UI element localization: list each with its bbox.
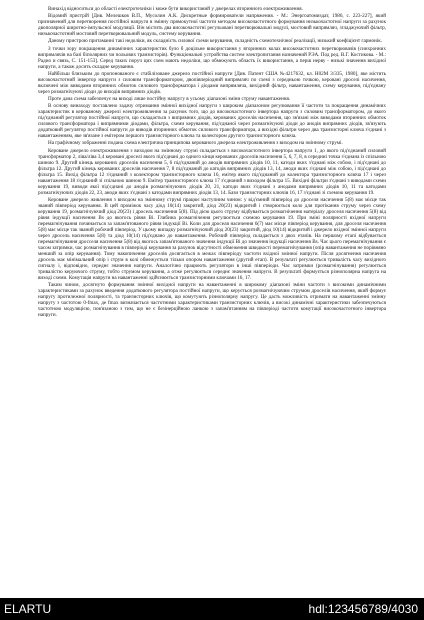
paragraph: Найбільш близьким до пропонованого є стабілізоване джерело постійної напруги [Див. Патент США №4217632, кл. Н02М 3/335, 1980], яке містить високочастотний інвертор напруги з силовим трансформатором, двопівперіодний випрямляч по схемі з середньою точкою, керовані дроселі насичення, включені між виводами вторинних обмоток силового трансформатора і діодами випрямляча, вихідний фільтр, навантаження, схему керування, під'єднану через розмагнічуючі діоди до виходів випрямних діодів. — [38, 70, 386, 95]
viewer-footer-bar — [0, 598, 424, 620]
paragraph: В основу винаходу поставлено задачу отримання змінної вихідної напруги з широким діапазоном регулювання її частоти та покращення динамічних характеристик в керованому джерелі електроживлення за рахунок того, що до високочастотного інвертора напруги з силовим трансформатором, до якого під'єднаний регулятор постійної напруги, що складається з випрямних діодів, керованих дроселів насичення, що зв'язані між виводами вторинних обмоток силового трансформатора і випрямними діодами, фільтра, схеми керування, під'єднаної через розмагнічуючі діоди до анодів випрямних діодів, зв'язують додатковий регулятор постійної напруги до виводів вторинних обмоток силового трансформатора, а вихідні фільтри через два транзисторні ключа з'єднані з навантаженням, яке зв'язане з емітером першого транзисторного ключа та колектором другого транзисторного ключа. — [38, 103, 386, 140]
paragraph: Кероване джерело електроживлення з виходом на змінному струмі складається з високочастотного інвертора напруги 1, до якого під'єднаний силовий трансформатор 2, ліва/ліва 3,4 керовані дроселі якого під'єднані до одного кінця керованих дроселів насичення 5, 6, 7, 8, в середині точка з'єднана із спільною шиною 9. Другий кінець керованих дроселів насичення 5, 6 під'єднаний до анодів випрямних діодів 10, 11, катоди яких з'єднані між собою, і під'єднані до фільтра 12. Другий кінець керованих дроселів насичення 7, 8 під'єднаний до катодів випрямних діодів 13, 14, аноди яких з'єднані між собою, і під'єднані до фільтра 15. Вихід фільтра 12 з'єднаний з колектором транзисторного ключа 16, емітер якого під'єднаний до колектора транзисторного ключа 17 і через навантаження 18 з'єднаний зі спільною шиною 9. Емітер транзисторного ключа 17 з'єднаний з виходом фільтра 15. Вихідні фільтри з'єднані з виводами схеми керування 19, виводи якої під'єднані до анодів розмагнічуючих діодів 20, 21, катоди яких з'єднані з анодами випрямних діодів 10, 11 та катодами розмагнічуючих діодів 22, 23, аноди яких з'єднані з катодами випрямних діодів 13, 14. Бази транзисторних ключів 16, 17 з'єднані зі схемою керування 19. — [38, 147, 386, 196]
paragraph: Кероване джерело живлення з виходом на змінному струмі працює наступним чином: у від'ємний півперіод до дроселя насичення 5(8) має місце так званий півперіод керування. В цей проміжок часу діод 10(14) закритий, діод 20(23) відкритий і створюється коло для протікання струму через схему керування 19, розмагнічуючий діод 20(23) і дросель насичення 5(8). Під дією цього струму відбувається розмагнічення матеріалу дроселя насичення 5(8) від рівня індукції насичення Bs до якогось рівня Bi. Глибина розмагнічення регулюється схемою керування 19. При зміні полярності вхідної напруги перемагнічування починається за запам'ятованого рівня індукції Bi. Коли для дроселя насичення 6(7) має місце півперіод керування, для дроселя насичення 5(8) має місце так званий робочий півперіод. У цьому випадку розмагнічуючий діод 20(23) закритий, діод 10(14) відкритий і джерело вхідної змінної напруги через дросель насичення 5(8) та діод 10(14) під'єднано до навантаження. Робочий півперіод складається з двох етапів. На першому етапі відбувається перемагнічування дросселя насичення 5(8) від якогось запам'ятованого значення індукції Bi до значення індукції насичення Bs. Час цього перемагнічування є часом затримки, час розмагнічування в півперіоді керування за рахунок відсутності обмеження швидкості перемагнічування (опір навантаження не порівняно менший за опір керування). Тому накопичення дроселів досягається в межах півперіоду частоти вхідної змінної напруги. Після досягнення насичення дросель має мінімальний опір і струм в колі обмежується тільки опором навантаження (другий етап). В результаті регулюється тривалість часу вихідного сигналу і, відповідно, середнє значення напруги. Аналогічно працюють регулятори в інші півперіоди. Час затримки (розмагнічування) регулюється тривалістю керуючого струму, тобто струмом керування, а отже регулюється середнє значення напруги. В результаті формується різнополярна напруга на виході схеми. Комутація напруги на навантаженні здійснюється транзисторними ключами 16, 17. — [38, 196, 386, 281]
handle-identifier: hdl:123456789/4030 — [308, 602, 418, 616]
paragraph: Таким чином, досягнуто формування змінної вихідної напруги на навантаженні в широкому діапазоні зміни частоти з високими динамічними характеристиками за рахунок введення додаткового регулятора постійної напруги, що керується розмагнічуючим струмом дроселів насичення, який формує напругу протилежної полярності, та транзисторних ключів, що комутують різнополярну напругу. Це дасть можливість отримати на навантаженні змінну напругу з частотою 0-fmax, де fmax визначається частотними характеристиками транзисторних ключів, а високі динамічні характеристики забезпечуються частотною модуляцією, пов'язаною з тим, що не є безінерційною ланкою з запам'ятанням на півперіоді частоти комутації високочастотного інвертора напруги. — [38, 281, 386, 318]
document-body — [38, 6, 386, 319]
paragraph: Проте дана схема забезпечує на виході лише постійну напругу в усьому діапазоні зміни струму навантаження. — [48, 95, 291, 102]
paragraph: Відомий пристрій [Див. Мелешков В.П., Мусолин А.К. Дискретные формирователи напряжения. - М.: Энергоатомиздат, 1986, с. 223-227], який призначений для перетворення постійної напруги в змінну прямокутної частоти методом високочастотного формування низькочастотної напруги за рахунок двополярної широтно-імпульсної модуляції. Він містить два високочастотні регульовані перетворювальні модулі, мостовий випрямляч, згладжуючий фільтр, низькочастотний мостовий перетворювальний модуль, систему керування. — [38, 13, 386, 38]
paragraph: На графічному зображенні подана схема електрична принципова керованого джерела електроживлення з виходом на змінному струмі. — [48, 140, 343, 147]
paragraph: Винахід відноситься до області електротехніки і може бути використаний у джерелах вторинного електроживлення. — [48, 6, 303, 12]
paragraph: Даному пристрою притаманні такі недоліки, як складність силової схеми керування, складність схемотехнічної реалізації, низький коефіцієнт гармонік. — [48, 38, 383, 45]
paragraph: З точки зору покращення динамічних характеристик було б доцільне використання у вторинних колах високочастотних перетворювачів (синхронних випрямлячів на базі біполярних чи польових транзисторів). Функціональні устройства систем электропитания назначений РЭА. Под ред. В.Г. Костикова. - М.: Радио и связь, С. 151-153]. Серед таких поруч цих схем мають недоліки, що обмежують область їх використання, а перш нерву - низькі значення вихідної напруги, а також досить складне керування. — [38, 45, 386, 70]
repository-name: ELARTU — [4, 602, 52, 616]
